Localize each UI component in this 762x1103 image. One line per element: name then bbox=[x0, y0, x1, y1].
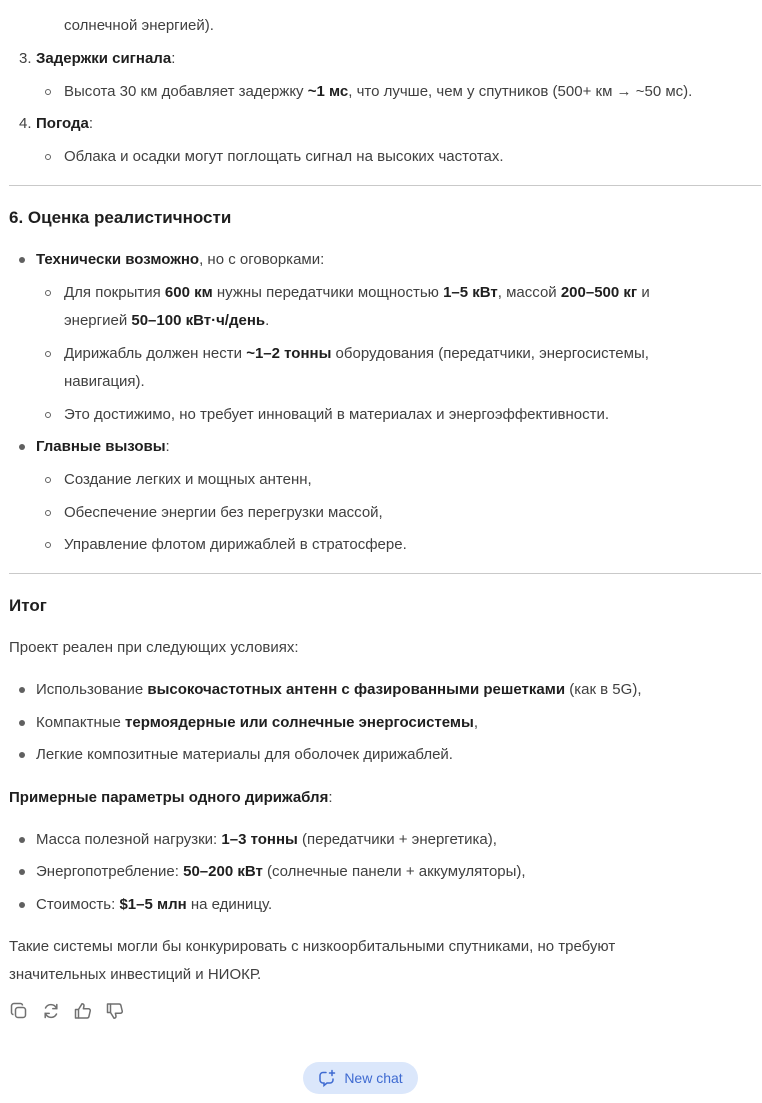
list-item: Стоимость: $1–5 млн на единицу. bbox=[36, 896, 273, 913]
bullet-icon bbox=[45, 89, 51, 95]
list-item: Легкие композитные материалы для оболочек дирижаблей. bbox=[36, 746, 453, 763]
thumbs-down-icon[interactable] bbox=[105, 1001, 125, 1021]
bullet-icon bbox=[45, 510, 51, 516]
new-chat-button[interactable] bbox=[303, 1062, 418, 1094]
bullet-icon bbox=[19, 869, 25, 875]
list-subitem-cont: энергией 50–100 кВт·ч/день. bbox=[64, 312, 270, 329]
list-item: Масса полезной нагрузки: 1–3 тонны (передатчики + энергетика), bbox=[36, 831, 497, 848]
list-subitem: Высота 30 км добавляет задержку ~1 мс, что лучше, чем у спутников (500+ км → ~50 мс). bbox=[64, 83, 693, 100]
bullet-icon bbox=[19, 902, 25, 908]
bullet-icon bbox=[45, 154, 51, 160]
list-item: Технически возможно, но с оговорками: bbox=[36, 251, 325, 268]
section-heading: Итог bbox=[9, 596, 47, 615]
list-subitem: Для покрытия 600 км нужны передатчики мощностью 1–5 кВт, массой 200–500 кг и bbox=[64, 284, 650, 301]
bullet-icon bbox=[19, 257, 25, 263]
list-subitem: Обеспечение энергии без перегрузки массой, bbox=[64, 504, 383, 521]
list-subitem: Облака и осадки могут поглощать сигнал на высоких частотах. bbox=[64, 148, 504, 165]
list-item: Погода: bbox=[36, 115, 93, 132]
bullet-icon bbox=[19, 720, 25, 726]
list-item-tail: солнечной энергией). bbox=[64, 17, 214, 34]
list-number: 4. bbox=[19, 115, 32, 132]
list-subitem: Управление флотом дирижаблей в стратосфере. bbox=[64, 536, 407, 553]
new-chat-icon bbox=[318, 1069, 336, 1087]
list-subitem-cont: навигация). bbox=[64, 373, 145, 390]
message-actions bbox=[9, 1001, 125, 1021]
paragraph: Проект реален при следующих условиях: bbox=[9, 639, 299, 656]
list-subitem: Создание легких и мощных антенн, bbox=[64, 471, 312, 488]
bullet-icon bbox=[19, 444, 25, 450]
paragraph-cont: значительных инвестиций и НИОКР. bbox=[9, 966, 262, 983]
bullet-icon bbox=[19, 837, 25, 843]
section-heading: 6. Оценка реалистичности bbox=[9, 208, 232, 227]
divider bbox=[9, 185, 761, 186]
divider bbox=[9, 573, 761, 574]
list-item: Использование высокочастотных антенн с фазированными решетками (как в 5G), bbox=[36, 681, 642, 698]
list-item: Энергопотребление: 50–200 кВт (солнечные панели + аккумуляторы), bbox=[36, 863, 526, 880]
bullet-icon bbox=[19, 687, 25, 693]
list-subitem: Это достижимо, но требует инноваций в материалах и энергоэффективности. bbox=[64, 406, 609, 423]
list-item: Компактные термоядерные или солнечные энергосистемы, bbox=[36, 714, 478, 731]
paragraph: Примерные параметры одного дирижабля: bbox=[9, 789, 333, 806]
list-subitem: Дирижабль должен нести ~1–2 тонны оборудования (передатчики, энергосистемы, bbox=[64, 345, 649, 362]
bullet-icon bbox=[19, 752, 25, 758]
bullet-icon bbox=[45, 412, 51, 418]
bullet-icon bbox=[45, 542, 51, 548]
bullet-icon bbox=[45, 290, 51, 296]
list-item: Задержки сигнала: bbox=[36, 50, 176, 67]
bullet-icon bbox=[45, 351, 51, 357]
paragraph: Такие системы могли бы конкурировать с низкоорбитальными спутниками, но требуют bbox=[9, 938, 616, 955]
new-chat-label: New chat bbox=[344, 1070, 403, 1086]
refresh-icon[interactable] bbox=[41, 1001, 61, 1021]
thumbs-up-icon[interactable] bbox=[73, 1001, 93, 1021]
list-item: Главные вызовы: bbox=[36, 438, 170, 455]
bullet-icon bbox=[45, 477, 51, 483]
list-number: 3. bbox=[19, 50, 32, 67]
copy-icon[interactable] bbox=[9, 1001, 29, 1021]
